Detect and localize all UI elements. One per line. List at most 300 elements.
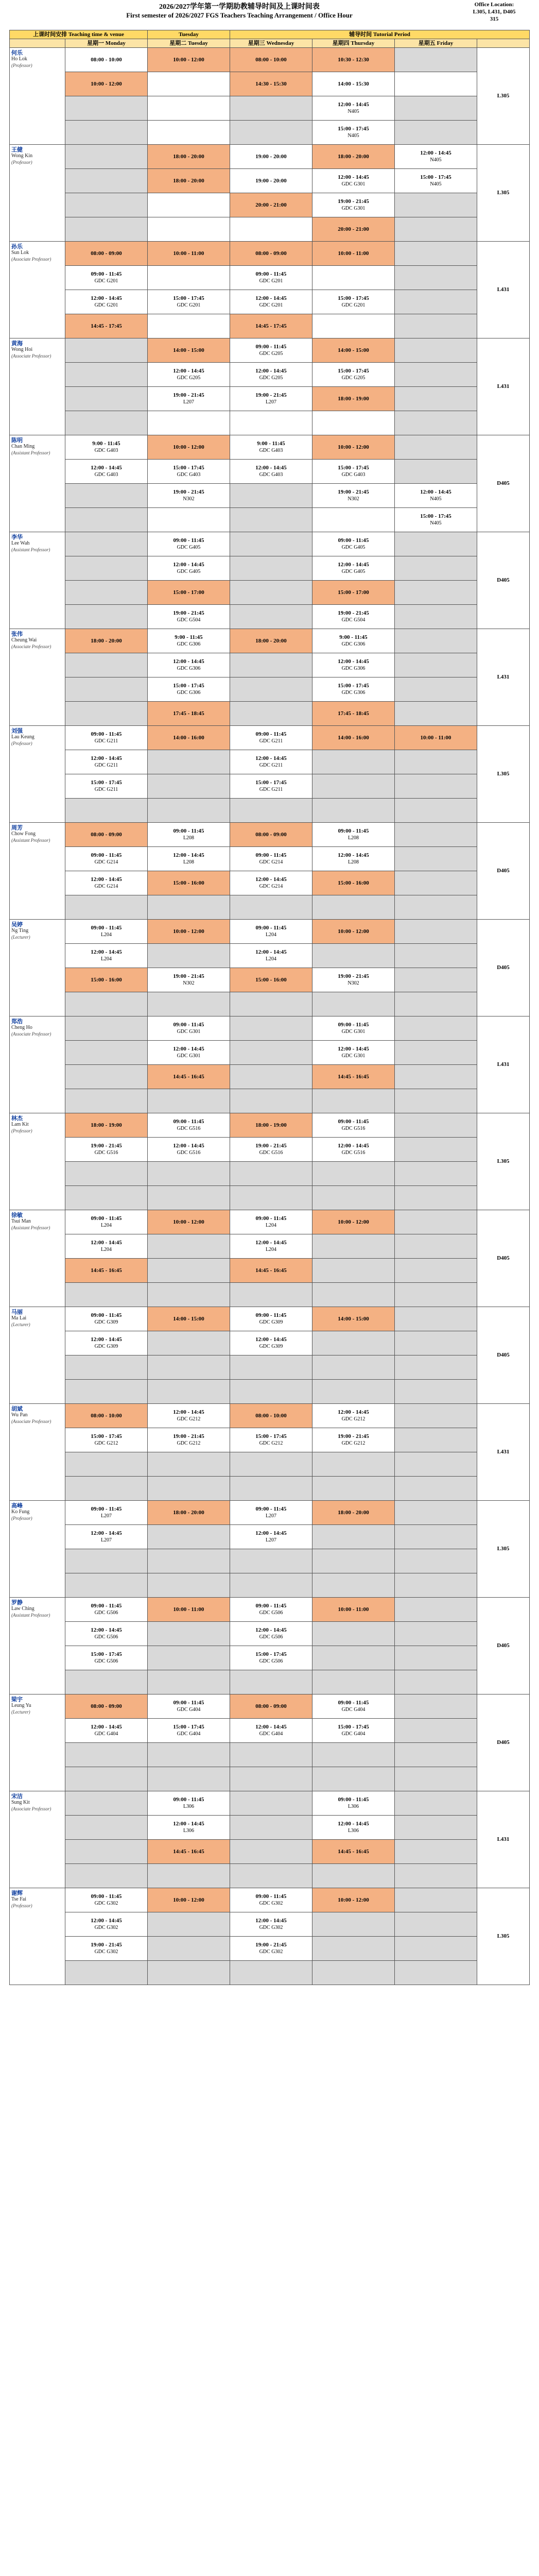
teacher-name-english: Sun Lok: [11, 250, 29, 256]
teacher-name-english: Lau Keung: [11, 734, 34, 740]
class-slot: [312, 1428, 395, 1452]
empty-slot: [395, 1767, 477, 1791]
class-slot: [230, 435, 312, 460]
slot-room: L204: [265, 1223, 277, 1228]
slot-time: 19:00 - 21:45: [338, 973, 369, 979]
tutorial-slot: [148, 1065, 230, 1089]
empty-slot: [230, 1743, 312, 1767]
slot-time: 12:00 - 14:45: [255, 876, 287, 883]
table-row: [10, 1719, 530, 1743]
slot-room: GDC G214: [259, 859, 283, 865]
slot-room: GDC G405: [177, 545, 201, 550]
class-slot: [230, 1331, 312, 1355]
slot-time: 12:00 - 14:45: [173, 1821, 204, 1827]
class-slot: [65, 1598, 148, 1622]
empty-slot: [312, 1864, 395, 1888]
tutorial-slot: [312, 242, 395, 266]
slot-time: 12:00 - 14:45: [255, 949, 287, 955]
slot-room: GDC G404: [177, 1707, 201, 1713]
teacher-name-english: Chan Ming: [11, 444, 35, 449]
tutorial-slot: [148, 338, 230, 363]
teacher-name-chinese: 徐敏: [11, 1212, 23, 1218]
slot-room: L208: [347, 835, 359, 841]
slot-time: 12:00 - 14:45: [338, 1143, 369, 1149]
empty-slot: [395, 1113, 477, 1138]
slot-time: 09:00 - 11:45: [91, 1603, 122, 1609]
slot-time: 12:00 - 14:45: [338, 101, 369, 108]
teacher-name-english: Leung Yu: [11, 1703, 31, 1708]
table-row: [10, 1477, 530, 1501]
class-slot: [65, 920, 148, 944]
slot-room: GDC G212: [177, 1440, 201, 1446]
empty-slot: [148, 1646, 230, 1670]
empty-slot: [395, 1961, 477, 1985]
empty-slot: [312, 1767, 395, 1791]
empty-slot: [230, 1477, 312, 1501]
empty-slot: [148, 774, 230, 799]
empty-slot: [148, 1743, 230, 1767]
slot-room: L204: [100, 1247, 112, 1252]
tutorial-slot: [312, 1307, 395, 1331]
slot-time: 9:00 - 11:45: [339, 634, 368, 640]
empty-slot: [395, 96, 477, 121]
slot-room: GDC G201: [94, 302, 118, 308]
slot-time: 10:00 - 12:00: [338, 1896, 369, 1903]
empty-slot: [312, 1259, 395, 1283]
tutorial-slot: [312, 48, 395, 72]
slot-time: 12:00 - 14:45: [91, 1627, 122, 1633]
slot-time: 19:00 - 21:45: [91, 1143, 122, 1149]
table-row: [10, 629, 530, 653]
slot-time: 15:00 - 17:45: [255, 779, 287, 786]
slot-room: GDC G306: [177, 690, 201, 696]
title-english: First semester of 2026/2027 FGS Teachers Teaching Arrangement / Office Hour: [126, 11, 353, 19]
teacher-name-chinese: 林杰: [11, 1115, 23, 1122]
table-row: [10, 1598, 530, 1622]
teacher-office-cell: L305: [477, 726, 530, 823]
section-middle: Tuesday: [148, 30, 230, 39]
empty-slot: [395, 920, 477, 944]
empty-slot: [65, 1380, 148, 1404]
slot-time: 12:00 - 14:45: [338, 1046, 369, 1052]
table-row: [10, 1404, 530, 1428]
table-row: [10, 677, 530, 702]
tutorial-slot: [312, 387, 395, 411]
slot-time: 09:00 - 11:45: [338, 1700, 369, 1706]
table-row: [10, 1113, 530, 1138]
slot-time: 15:00 - 17:45: [255, 1433, 287, 1439]
tutorial-slot: [230, 968, 312, 992]
class-slot: [65, 847, 148, 871]
class-slot: [65, 1646, 148, 1670]
empty-slot: [65, 96, 148, 121]
slot-time: 09:00 - 11:45: [91, 1893, 122, 1900]
tutorial-slot: [65, 1259, 148, 1283]
slot-time: 12:00 - 14:45: [91, 1918, 122, 1924]
slot-time: 09:00 - 11:45: [91, 925, 122, 931]
teacher-office-cell: L431: [477, 242, 530, 338]
slot-time: 15:00 - 16:00: [255, 976, 287, 983]
class-slot: [148, 193, 230, 217]
empty-slot: [395, 750, 477, 774]
teacher-rank: (Assistant Professor): [11, 1225, 50, 1230]
table-row: [10, 871, 530, 895]
tutorial-slot: [148, 242, 230, 266]
empty-slot: [65, 363, 148, 387]
slot-room: L207: [265, 1537, 277, 1543]
empty-slot: [395, 1477, 477, 1501]
empty-slot: [65, 605, 148, 629]
class-slot: [148, 1041, 230, 1065]
class-slot: [148, 484, 230, 508]
teacher-name-english: Chow Fong: [11, 831, 36, 837]
class-slot: [148, 290, 230, 314]
slot-time: 19:00 - 21:45: [91, 1942, 122, 1948]
empty-slot: [395, 1380, 477, 1404]
class-slot: [148, 121, 230, 145]
teacher-name-chinese: 孙乐: [11, 244, 23, 250]
empty-slot: [230, 1791, 312, 1816]
class-slot: [395, 145, 477, 169]
class-slot: [312, 605, 395, 629]
empty-slot: [65, 556, 148, 581]
teacher-office-cell: L431: [477, 1016, 530, 1113]
empty-slot: [148, 1961, 230, 1985]
slot-room: GDC G212: [341, 1416, 366, 1422]
class-slot: [312, 290, 395, 314]
slot-room: GDC G403: [341, 472, 366, 478]
empty-slot: [395, 1283, 477, 1307]
empty-slot: [230, 556, 312, 581]
empty-slot: [395, 1670, 477, 1694]
table-row: [10, 653, 530, 677]
class-slot: [312, 653, 395, 677]
teacher-name-english: Law Ching: [11, 1606, 34, 1612]
empty-slot: [312, 1937, 395, 1961]
slot-time: 12:00 - 14:45: [338, 852, 369, 858]
table-row: [10, 508, 530, 532]
teacher-name-chinese: 郑浩: [11, 1019, 23, 1025]
empty-slot: [395, 217, 477, 242]
table-row: [10, 1912, 530, 1937]
slot-time: 12:00 - 14:45: [338, 174, 369, 180]
slot-room: L306: [347, 1828, 359, 1834]
table-row: [10, 242, 530, 266]
class-slot: [65, 1331, 148, 1355]
slot-time: 12:00 - 14:45: [420, 489, 451, 495]
tutorial-slot: [230, 1694, 312, 1719]
slot-room: GDC G306: [341, 666, 366, 671]
slot-room: GDC G516: [341, 1150, 366, 1156]
slot-room: GDC G506: [259, 1658, 283, 1664]
slot-time: 10:30 - 12:30: [338, 56, 369, 63]
slot-time: 19:00 - 21:45: [173, 1433, 204, 1439]
slot-time: 08:00 - 09:00: [255, 250, 287, 257]
slot-room: GDC G302: [94, 1925, 118, 1930]
empty-slot: [395, 1501, 477, 1525]
empty-slot: [395, 1041, 477, 1065]
slot-room: N405: [430, 496, 442, 502]
teacher-rank: (Professor): [11, 1128, 32, 1133]
empty-slot: [65, 1065, 148, 1089]
empty-slot: [395, 1525, 477, 1549]
class-slot: [148, 605, 230, 629]
table-row: [10, 1888, 530, 1912]
teacher-office-cell: L305: [477, 1113, 530, 1210]
empty-slot: [395, 1840, 477, 1864]
empty-slot: [65, 1670, 148, 1694]
slot-room: GDC G211: [94, 738, 118, 744]
slot-room: GDC G205: [259, 375, 283, 381]
teacher-office-cell: L305: [477, 1501, 530, 1598]
empty-slot: [395, 1452, 477, 1477]
slot-room: GDC G201: [94, 278, 118, 284]
class-slot: [312, 556, 395, 581]
table-row: [10, 1791, 530, 1816]
slot-time: 15:00 - 17:45: [173, 683, 204, 689]
table-row: [10, 750, 530, 774]
slot-room: GDC G205: [341, 375, 366, 381]
class-slot: [230, 1937, 312, 1961]
slot-time: 15:00 - 17:45: [91, 1651, 122, 1657]
slot-time: 14:45 - 17:45: [255, 323, 287, 329]
slot-time: 09:00 - 11:45: [91, 852, 122, 858]
empty-slot: [395, 823, 477, 847]
slot-room: GDC G506: [94, 1658, 118, 1664]
teacher-rank: (Professor): [11, 1903, 32, 1908]
slot-room: GDC G309: [259, 1319, 283, 1325]
empty-slot: [395, 411, 477, 435]
empty-slot: [148, 1525, 230, 1549]
empty-slot: [395, 338, 477, 363]
class-slot: [312, 484, 395, 508]
slot-time: 19:00 - 21:45: [173, 489, 204, 495]
slot-time: 15:00 - 17:45: [338, 295, 369, 301]
empty-slot: [230, 532, 312, 556]
table-row: [10, 1259, 530, 1283]
teacher-name-chinese: 吴婷: [11, 922, 23, 928]
slot-room: GDC G201: [259, 278, 283, 284]
empty-slot: [230, 895, 312, 920]
empty-slot: [230, 1089, 312, 1113]
empty-slot: [312, 1646, 395, 1670]
slot-room: GDC G516: [177, 1126, 201, 1131]
teacher-name-chinese: 周芳: [11, 825, 23, 831]
tutorial-slot: [312, 217, 395, 242]
slot-time: 14:00 - 15:30: [338, 80, 369, 87]
teacher-office-cell: L431: [477, 629, 530, 726]
empty-slot: [65, 508, 148, 532]
slot-time: 20:00 - 21:00: [338, 226, 369, 232]
class-slot: [230, 145, 312, 169]
class-slot: [230, 1307, 312, 1331]
slot-time: 08:00 - 09:00: [255, 1703, 287, 1709]
class-slot: [148, 653, 230, 677]
tutorial-slot: [148, 1501, 230, 1525]
empty-slot: [230, 992, 312, 1016]
slot-room: GDC G516: [341, 1126, 366, 1131]
slot-time: 10:00 - 12:00: [173, 1218, 204, 1225]
empty-slot: [230, 702, 312, 726]
slot-time: 09:00 - 11:45: [173, 828, 204, 834]
empty-slot: [65, 387, 148, 411]
empty-slot: [65, 1089, 148, 1113]
empty-slot: [395, 1016, 477, 1041]
empty-slot: [230, 1162, 312, 1186]
slot-time: 12:00 - 14:45: [173, 562, 204, 568]
teacher-name-cell: [10, 1694, 65, 1791]
class-slot: [65, 1307, 148, 1331]
teacher-office-cell: L431: [477, 1791, 530, 1888]
table-row: [10, 314, 530, 338]
slot-time: 15:00 - 17:00: [173, 589, 204, 596]
slot-room: N405: [347, 133, 359, 139]
slot-time: 18:00 - 19:00: [255, 1122, 287, 1128]
slot-time: 08:00 - 10:00: [255, 1412, 287, 1419]
tutorial-slot: [65, 823, 148, 847]
slot-time: 14:45 - 16:45: [173, 1073, 204, 1080]
teacher-rank: (Associate Professor): [11, 1806, 51, 1811]
class-slot: [148, 1113, 230, 1138]
slot-time: 12:00 - 14:45: [255, 1336, 287, 1343]
empty-slot: [312, 1162, 395, 1186]
teacher-rank: (Associate Professor): [11, 1419, 51, 1424]
empty-slot: [230, 1767, 312, 1791]
empty-slot: [230, 1573, 312, 1598]
empty-slot: [65, 1477, 148, 1501]
slot-time: 12:00 - 14:45: [173, 368, 204, 374]
slot-room: GDC G516: [259, 1150, 283, 1156]
class-slot: [148, 1694, 230, 1719]
table-row: [10, 1307, 530, 1331]
slot-room: GDC G301: [341, 181, 366, 187]
table-row: [10, 484, 530, 508]
empty-slot: [230, 1065, 312, 1089]
table-row: [10, 556, 530, 581]
teacher-office-cell: D405: [477, 1210, 530, 1307]
slot-room: GDC G404: [259, 1731, 283, 1737]
empty-slot: [395, 532, 477, 556]
class-slot: [312, 532, 395, 556]
slot-time: 15:00 - 17:45: [420, 174, 451, 180]
slot-room: GDC G301: [177, 1029, 201, 1035]
empty-slot: [395, 1598, 477, 1622]
schedule-table: [9, 30, 530, 1985]
day-header-row: [10, 39, 530, 48]
teacher-name-chinese: 梁宇: [11, 1697, 23, 1703]
class-slot: [230, 1888, 312, 1912]
class-slot: [65, 871, 148, 895]
empty-slot: [148, 1331, 230, 1355]
teacher-name-cell: [10, 532, 65, 629]
class-slot: [148, 363, 230, 387]
office-location-extra: 315: [490, 16, 499, 22]
empty-slot: [395, 435, 477, 460]
tutorial-slot: [148, 581, 230, 605]
teacher-rank: (Assistant Professor): [11, 1613, 50, 1618]
table-row: [10, 1331, 530, 1355]
slot-time: 12:00 - 14:45: [173, 1143, 204, 1149]
empty-slot: [395, 1355, 477, 1380]
empty-slot: [395, 1331, 477, 1355]
tutorial-slot: [65, 629, 148, 653]
teacher-office-cell: D405: [477, 823, 530, 920]
slot-room: N405: [430, 157, 442, 163]
slot-time: 12:00 - 14:45: [91, 295, 122, 301]
empty-slot: [395, 653, 477, 677]
class-slot: [148, 217, 230, 242]
slot-time: 9:00 - 11:45: [175, 634, 203, 640]
empty-slot: [65, 677, 148, 702]
class-slot: [312, 460, 395, 484]
empty-slot: [148, 1937, 230, 1961]
teacher-name-english: Ko Fung: [11, 1509, 30, 1515]
slot-time: 12:00 - 14:45: [173, 658, 204, 665]
table-row: [10, 702, 530, 726]
empty-slot: [395, 871, 477, 895]
class-slot: [230, 1646, 312, 1670]
empty-slot: [395, 1089, 477, 1113]
slot-room: GDC G506: [94, 1634, 118, 1640]
empty-slot: [65, 1791, 148, 1816]
tutorial-slot: [65, 1113, 148, 1138]
empty-slot: [148, 1767, 230, 1791]
class-slot: [230, 169, 312, 193]
empty-slot: [395, 1622, 477, 1646]
table-row: [10, 363, 530, 387]
teacher-name-chinese: 高峰: [11, 1503, 23, 1509]
empty-slot: [395, 387, 477, 411]
class-slot: [312, 1719, 395, 1743]
table-row: [10, 121, 530, 145]
class-slot: [148, 1404, 230, 1428]
empty-slot: [395, 1937, 477, 1961]
title-block: [15, 3, 463, 20]
empty-slot: [395, 48, 477, 72]
slot-room: L204: [265, 956, 277, 962]
empty-slot: [312, 992, 395, 1016]
table-row: [10, 1961, 530, 1985]
table-row: [10, 290, 530, 314]
class-slot: [65, 1622, 148, 1646]
office-location-box: [463, 1, 525, 23]
slot-time: 18:00 - 20:00: [173, 153, 204, 160]
class-slot: [230, 266, 312, 290]
slot-room: GDC G211: [94, 787, 118, 792]
class-slot: [312, 677, 395, 702]
slot-room: GDC G405: [341, 569, 366, 574]
empty-slot: [65, 193, 148, 217]
class-slot: [230, 460, 312, 484]
teacher-office-cell: L431: [477, 1404, 530, 1501]
tutorial-slot: [230, 242, 312, 266]
section-left: 上课时间安排 Teaching time & venue: [10, 30, 148, 39]
empty-slot: [395, 1428, 477, 1452]
teacher-name-chinese: 罗静: [11, 1600, 23, 1606]
class-slot: [148, 1016, 230, 1041]
class-slot: [230, 290, 312, 314]
empty-slot: [395, 677, 477, 702]
empty-slot: [312, 774, 395, 799]
teacher-name-cell: [10, 1307, 65, 1404]
empty-slot: [65, 1041, 148, 1065]
table-row: [10, 1428, 530, 1452]
empty-slot: [230, 1670, 312, 1694]
class-slot: [148, 1428, 230, 1452]
empty-slot: [395, 1912, 477, 1937]
slot-time: 08:00 - 09:00: [91, 1703, 122, 1709]
empty-slot: [65, 1549, 148, 1573]
